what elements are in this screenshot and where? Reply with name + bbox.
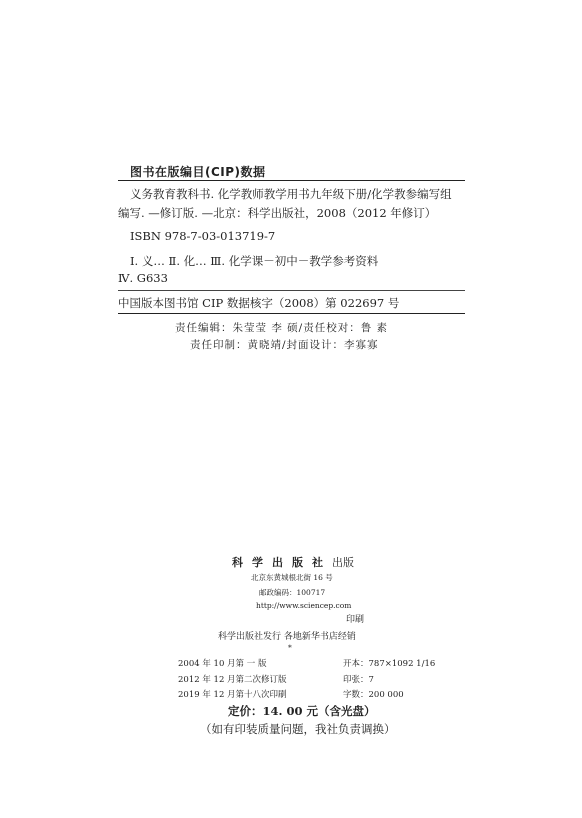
edition-row-3-right: 字数：200 000	[343, 690, 404, 700]
credits-production: 责任印制：黄晓靖/封面设计：李寡寡	[190, 339, 379, 351]
printer-label: 印刷	[346, 615, 365, 625]
cip-number: 中国版本图书馆 CIP 数据核字（2008）第 022697 号	[118, 296, 400, 310]
publisher-suffix: 出版	[332, 556, 354, 569]
bottom-rule	[118, 313, 465, 314]
price: 定价：14. 00 元（含光盘）	[228, 704, 376, 718]
publisher-line	[232, 551, 354, 570]
cip-heading: 图书在版编目(CIP)数据	[130, 165, 266, 179]
classification-line-2: Ⅳ. G633	[118, 271, 168, 285]
cip-description-line-2: 编写. —修订版. —北京：科学出版社，2008（2012 年修订）	[118, 206, 437, 220]
credits-editors: 责任编辑：朱莹莹 李 硕/责任校对：鲁 素	[175, 322, 389, 334]
edition-row-2-right: 印张：7	[343, 675, 374, 685]
edition-row-1-right: 开本：787×1092 1/16	[343, 659, 436, 669]
separator-dot: *	[288, 643, 292, 652]
edition-row-3-left: 2019 年 12 月第十八次印刷	[178, 690, 287, 700]
distribution-line: 科学出版社发行 各地新华书店经销	[218, 632, 356, 642]
classification-line-1: Ⅰ. 义… Ⅱ. 化… Ⅲ. 化学课－初中－教学参考资料	[130, 254, 379, 268]
isbn: ISBN 978-7-03-013719-7	[130, 229, 276, 243]
quality-notice: （如有印装质量问题，我社负责调换）	[200, 722, 396, 736]
publisher-address: 北京东黄城根北街 16 号	[251, 573, 333, 582]
publisher-postcode: 邮政编码：100717	[259, 588, 326, 597]
edition-row-1-left: 2004 年 10 月第 一 版	[178, 659, 267, 669]
middle-rule	[118, 290, 465, 291]
publisher-logo: 科学出版社	[232, 556, 332, 569]
cip-description-line-1: 义务教育教科书. 化学教师教学用书九年级下册/化学教参编写组	[130, 187, 452, 201]
edition-row-2-left: 2012 年 12 月第二次修订版	[178, 675, 287, 685]
top-rule	[118, 180, 465, 181]
publisher-website: http://www.sciencep.com	[256, 601, 352, 610]
